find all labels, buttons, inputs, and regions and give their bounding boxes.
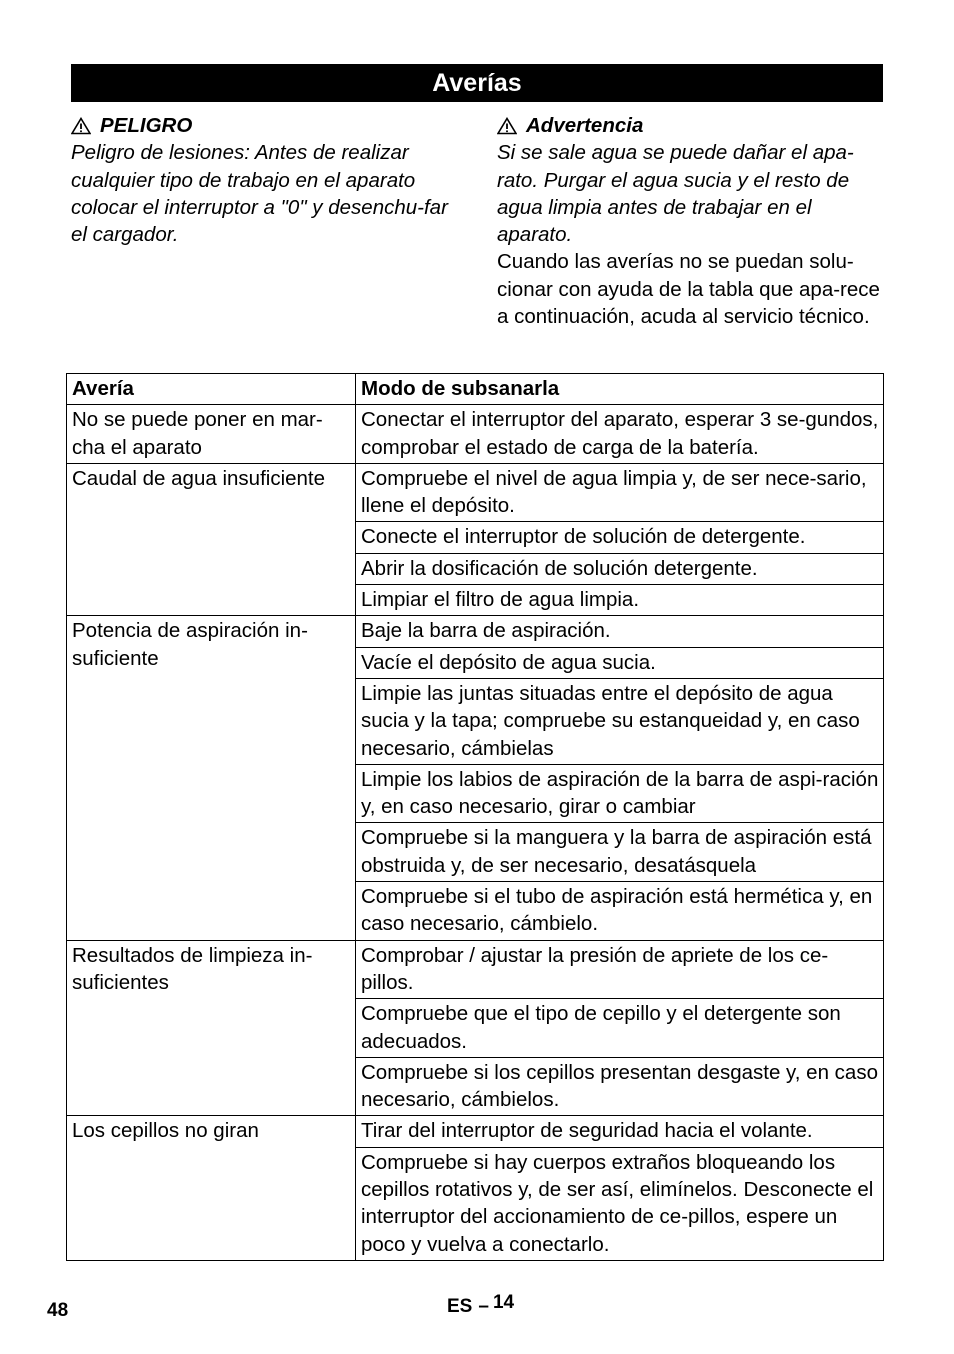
fault-cell: Potencia de aspiración in-suficiente: [67, 616, 356, 940]
warning-notice: [497, 112, 887, 330]
table-row: [67, 1116, 884, 1147]
remedy-cell: Comprobar / ajustar la presión de apriete de los ce-pillos.: [356, 940, 884, 999]
danger-heading-label: PELIGRO: [100, 114, 193, 137]
remedy-cell: Compruebe que el tipo de cepillo y el detergente son adecuados.: [356, 999, 884, 1058]
remedy-cell: Baje la barra de aspiración.: [356, 616, 884, 647]
warning-heading: [497, 112, 887, 139]
remedy-cell: Limpiar el filtro de agua limpia.: [356, 585, 884, 616]
intro-text: Cuando las averías no se puedan solu-cionar con ayuda de la tabla que apa-rece a continuación, acuda al servicio técnico.: [497, 250, 880, 329]
table-row: [67, 940, 884, 999]
remedy-cell: Abrir la dosificación de solución detergente.: [356, 553, 884, 584]
table-body: [67, 405, 884, 1261]
remedy-cell: Vacíe el depósito de agua sucia.: [356, 647, 884, 678]
fault-cell: Resultados de limpieza in-suficientes: [67, 940, 356, 1116]
header-remedy: Modo de subsanarla: [356, 374, 884, 405]
table-row: [67, 616, 884, 647]
troubleshooting-table: [66, 373, 884, 1261]
remedy-cell: Compruebe si el tubo de aspiración está hermética y, en caso necesario, cámbielo.: [356, 882, 884, 941]
table-row: [67, 463, 884, 522]
remedy-cell: Compruebe si hay cuerpos extraños bloqueando los cepillos rotativos y, de ser así, elimínelos. Desconecte el interruptor del accionamiento de ce-pillos, espere un poco y vuelva a conectarlo.: [356, 1147, 884, 1260]
table-header-row: [67, 374, 884, 405]
fault-cell: Los cepillos no giran: [67, 1116, 356, 1260]
danger-heading: [71, 112, 466, 139]
remedy-cell: Conecte el interruptor de solución de detergente.: [356, 522, 884, 553]
header-fault: Avería: [67, 374, 356, 405]
footer-section-number: 14: [492, 1292, 515, 1313]
table-row: [67, 405, 884, 464]
warning-text: Si se sale agua se puede dañar el apa-rato. Purgar el agua sucia y el resto de agua limpia antes de trabajar en el aparato.: [497, 141, 854, 247]
danger-notice: [71, 112, 466, 248]
remedy-cell: Compruebe si los cepillos presentan desgaste y, en caso necesario, cámbielos.: [356, 1057, 884, 1116]
fault-cell: No se puede poner en mar-cha el aparato: [67, 405, 356, 464]
remedy-cell: Compruebe el nivel de agua limpia y, de ser nece-sario, llene el depósito.: [356, 463, 884, 522]
footer-lang: ES: [447, 1296, 473, 1317]
remedy-cell: Limpie las juntas situadas entre el depósito de agua sucia y la tapa; compruebe su estanqueidad y, en caso necesario, cámbielas: [356, 678, 884, 764]
warning-triangle-icon: [71, 117, 91, 135]
remedy-cell: Tirar del interruptor de seguridad hacia el volante.: [356, 1116, 884, 1147]
footer-section: ES – 14: [447, 1292, 515, 1317]
remedy-cell: Limpie los labios de aspiración de la barra de aspi-ración y, en caso necesario, girar o cambiar: [356, 764, 884, 823]
remedy-cell: Conectar el interruptor del aparato, esperar 3 se-gundos, comprobar el estado de carga de la batería.: [356, 405, 884, 464]
section-title: Averías: [71, 64, 883, 102]
fault-cell: Caudal de agua insuficiente: [67, 463, 356, 615]
danger-text: Peligro de lesiones: Antes de realizar cualquier tipo de trabajo en el aparato colocar el interruptor a "0" y desenchu-far el cargador.: [71, 141, 448, 247]
warning-heading-label: Advertencia: [526, 114, 644, 137]
warning-triangle-icon: [497, 117, 517, 135]
page-number: 48: [47, 1300, 69, 1321]
remedy-cell: Compruebe si la manguera y la barra de aspiración está obstruida y, de ser necesario, desatásquela: [356, 823, 884, 882]
